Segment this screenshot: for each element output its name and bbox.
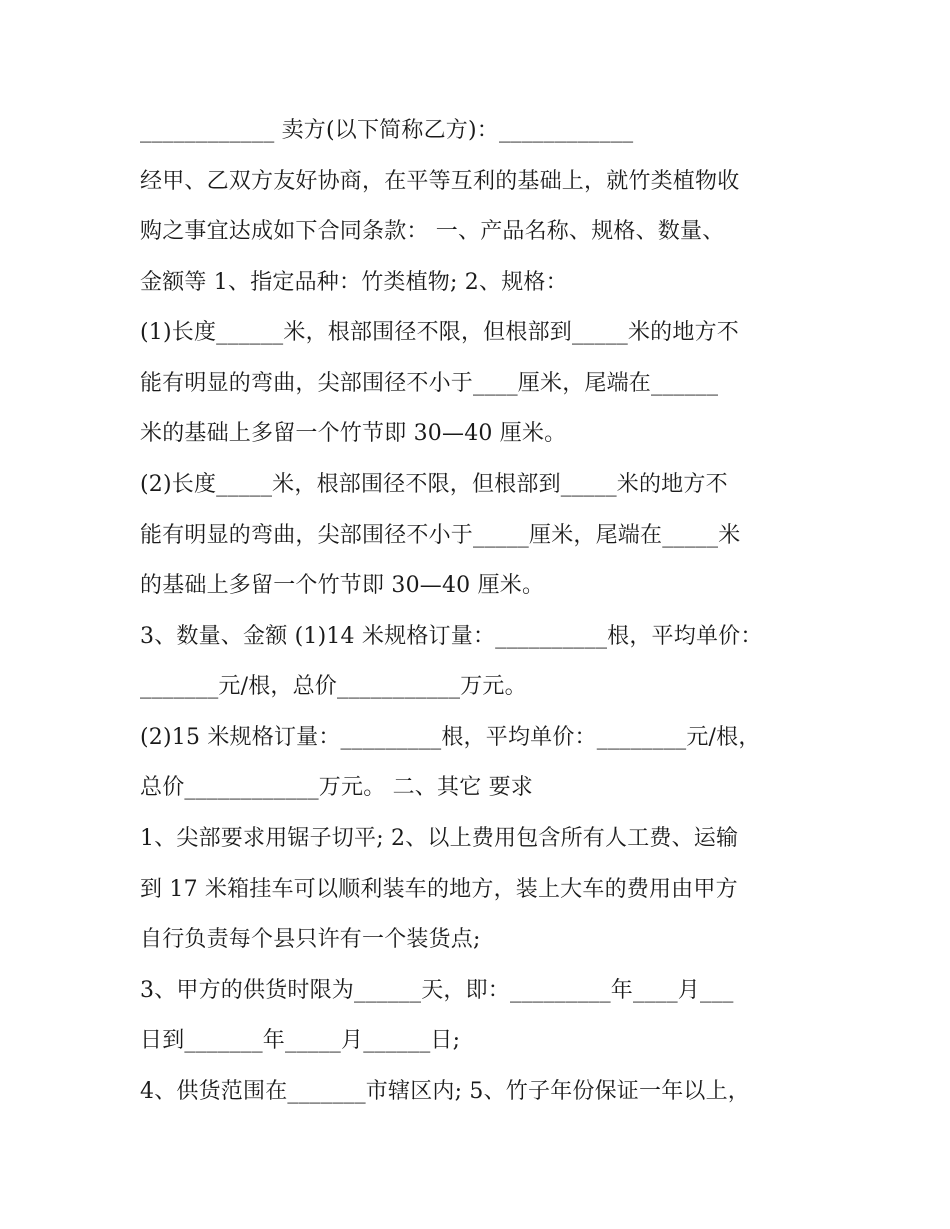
text-line-10: 的基础上多留一个竹节即 30—40 厘米。 — [140, 573, 545, 598]
text-line-15: 1、尖部要求用锯子切平; 2、以上费用包含所有人工费、运输 — [140, 826, 739, 851]
text-line-18: 3、甲方的供货时限为______天，即：_________年____月___ — [140, 978, 734, 1003]
text-line-6: 能有明显的弯曲，尖部围径不小于____厘米，尾端在______ — [140, 371, 719, 396]
text-line-9: 能有明显的弯曲，尖部围径不小于_____厘米，尾端在_____米 — [140, 523, 741, 548]
text-line-19: 日到_______年_____月______日; — [140, 1028, 461, 1053]
text-line-1: ____________ 卖方(以下简称乙方)：____________ — [140, 118, 634, 143]
text-line-14: 总价____________万元。 二、其它 要求 — [140, 775, 533, 800]
text-line-2: 经甲、乙双方友好协商，在平等互利的基础上，就竹类植物收 — [140, 169, 740, 194]
text-line-20: 4、供货范围在_______市辖区内; 5、竹子年份保证一年以上， — [140, 1079, 751, 1104]
text-line-8: (2)长度_____米，根部围径不限，但根部到_____米的地方不 — [140, 472, 728, 497]
text-line-12: _______元/根，总价___________万元。 — [140, 674, 527, 699]
text-line-11: 3、数量、金额 (1)14 米规格订量：__________根，平均单价： — [140, 624, 763, 649]
text-line-3: 购之事宜达成如下合同条款： 一、产品名称、规格、数量、 — [140, 219, 725, 244]
text-line-17: 自行负责每个县只许有一个装货点; — [140, 927, 481, 952]
text-line-13: (2)15 米规格订量：_________根，平均单价：________元/根， — [140, 725, 761, 750]
text-line-5: (1)长度______米，根部围径不限，但根部到_____米的地方不 — [140, 320, 739, 345]
text-line-7: 米的基础上多留一个竹节即 30—40 厘米。 — [140, 421, 567, 446]
text-line-4: 金额等 1、指定品种：竹类植物; 2、规格： — [140, 270, 568, 295]
text-line-16: 到 17 米箱挂车可以顺利装车的地方，装上大车的费用由甲方 — [140, 877, 738, 902]
